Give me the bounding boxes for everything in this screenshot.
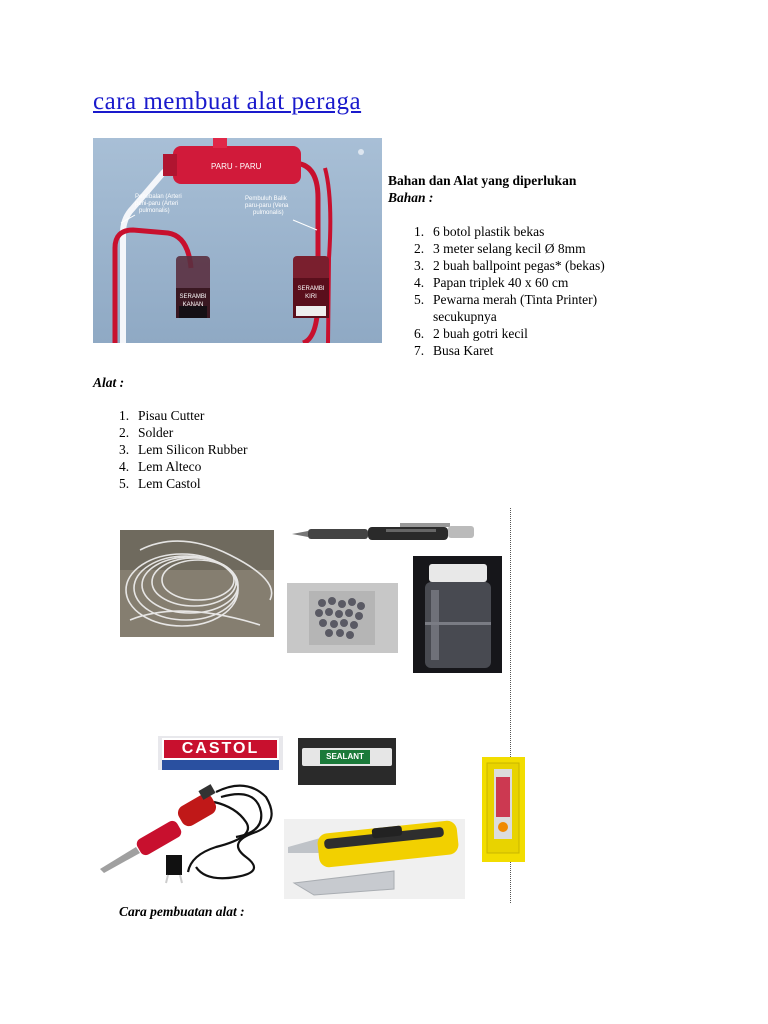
bahan-label: Bahan : bbox=[388, 190, 434, 205]
list-item: 5. Lem Castol bbox=[119, 476, 201, 491]
list-item: 7. Busa Karet bbox=[414, 343, 494, 358]
list-item: 1. 6 botol plastik bekas bbox=[414, 224, 545, 239]
list-item: 4. Lem Alteco bbox=[119, 459, 202, 474]
list-item: 4. Papan triplek 40 x 60 cm bbox=[414, 275, 569, 290]
alat-list bbox=[93, 407, 393, 492]
tube-coil-photo bbox=[120, 530, 274, 637]
ballpoint-pen-photo bbox=[290, 514, 480, 544]
soldering-iron-photo bbox=[96, 777, 280, 887]
ball-bearings-photo bbox=[287, 583, 398, 653]
alat-label: Alat : bbox=[93, 375, 125, 390]
bahan-list bbox=[388, 223, 718, 359]
list-item: 3. 2 buah ballpoint pegas* (bekas) bbox=[414, 258, 605, 273]
artery-label: Penebalan (Arteri peni-paru (Arteri pulmonalis) bbox=[135, 194, 182, 214]
lung-model-photo bbox=[93, 138, 382, 343]
list-item: 1. Pisau Cutter bbox=[119, 408, 205, 423]
list-item: 2. Solder bbox=[119, 425, 174, 440]
list-item: secukupnya bbox=[433, 309, 497, 324]
cutter-knife-photo bbox=[284, 819, 465, 899]
plastic-bottle-photo bbox=[413, 556, 502, 673]
vein-label: Pembuluh Balik paru-paru (Vena pulmonalis) bbox=[245, 196, 289, 216]
sealant-label: SEALANT bbox=[326, 752, 364, 761]
sealant-photo bbox=[298, 738, 396, 785]
list-item: 6. 2 buah gotri kecil bbox=[414, 326, 528, 341]
bottle-left-label: SERAMBI KANAN bbox=[179, 294, 207, 308]
alteco-glue-photo bbox=[482, 757, 525, 862]
lung-model-illustration bbox=[93, 138, 382, 343]
castol-glue-photo bbox=[158, 736, 283, 770]
list-item: 5. Pewarna merah (Tinta Printer) bbox=[414, 292, 598, 307]
lung-label: PARU - PARU bbox=[211, 162, 262, 171]
list-item: 3. Lem Silicon Rubber bbox=[119, 442, 248, 457]
cara-pembuatan-heading: Cara pembuatan alat : bbox=[119, 904, 245, 919]
list-item: 2. 3 meter selang kecil Ø 8mm bbox=[414, 241, 586, 256]
bottle-right-label: SERAMBI KIRI bbox=[297, 286, 325, 300]
castol-label: CASTOL bbox=[181, 740, 260, 757]
page-title[interactable]: cara membuat alat peraga bbox=[93, 88, 362, 115]
bahan-heading: Bahan dan Alat yang diperlukan bbox=[388, 173, 577, 188]
